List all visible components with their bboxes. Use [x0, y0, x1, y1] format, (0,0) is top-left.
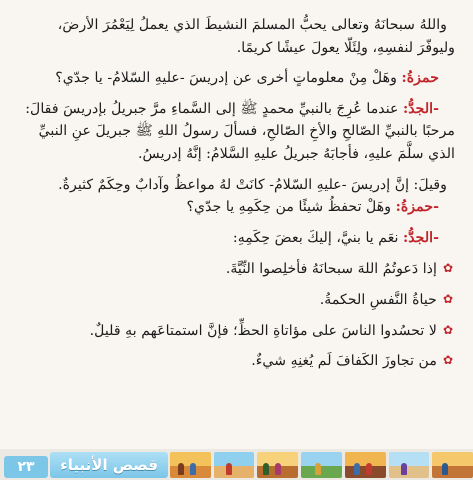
paragraph-line: الذي سلَّمَ عليهِ، فأجابَهُ جبريلُ عليهِ السَّلامُ: إنَّهُ إدريسُ. [137, 145, 455, 162]
illustration-tile [389, 452, 430, 478]
dialogue-question-1 [14, 67, 455, 90]
answer-text: نعَم يا بنيَّ، إليكَ بعضَ حِكَمِهِ: [232, 229, 399, 246]
dialogue-answer-1 [14, 98, 455, 121]
illustration-tile [301, 452, 342, 478]
book-title: قصص الأنبياء [50, 452, 168, 478]
illustration-tile [432, 452, 473, 478]
answer-text: عندما عُرِجَ بالنبيِّ محمدٍ ﷺ إلى السَّماءِ مرَّ جبريلُ بإدريسَ فقالَ: [25, 100, 399, 117]
wisdom-item [14, 319, 455, 343]
wisdom-item [14, 349, 455, 373]
question-text: وهَلْ مِنْ معلوماتٍ أخرى عن إدريسَ -عليهِ السّلامُ- يا جدّي؟ [55, 70, 397, 87]
page-number: ٢٣ [4, 456, 48, 478]
flower-bullet-icon: ✿ [442, 291, 453, 306]
wisdom-text: لا تحسُدوا الناسَ على مؤاتاةِ الحظِّ؛ فإنَّ استمتاعَهم بهِ قليلٌ. [89, 322, 437, 339]
wisdom-text: حياةُ النَّفسِ الحكمةُ. [319, 291, 437, 308]
speaker-grandfather: -الجدُّ: [403, 100, 439, 117]
wisdom-item [14, 288, 455, 312]
flower-bullet-icon: ✿ [442, 322, 453, 337]
wisdom-item [14, 257, 455, 281]
illustration-tile [257, 452, 298, 478]
speaker-grandfather: -الجدُّ: [403, 229, 439, 246]
flower-bullet-icon: ✿ [442, 353, 453, 368]
dialogue-answer-2 [14, 227, 455, 250]
wisdom-text: من تجاوزَ الكَفافَ لَم يُغنِهِ شيءٌ. [251, 353, 437, 370]
speaker-hamza: حمزةُ: [401, 70, 439, 87]
illustration-strip [170, 452, 473, 478]
paragraph-line: وليوفّرَ لنفسِهِ، ولِئَلّا يعولَ عيشًا كريمًا. [236, 39, 455, 56]
paragraph-line: مرحبًا بالنبيِّ الصّالحِ والأخِ الصّالحِ، فسألَ رسولُ اللهِ ﷺ جبريلَ عنِ النبيِّ [38, 123, 455, 140]
wisdom-text: إذا دَعوتُمُ اللهَ سبحانَهُ فأخلِصوا النِّيَّةَ. [225, 261, 437, 278]
illustration-tile [214, 452, 255, 478]
illustration-tile [345, 452, 386, 478]
illustration-tile [170, 452, 211, 478]
flower-bullet-icon: ✿ [442, 261, 453, 276]
page-text [14, 14, 455, 380]
dialogue-question-2 [14, 196, 455, 219]
question-text: وهَلْ تحفظُ شيئًا من حِكَمِهِ يا جدّي؟ [186, 199, 392, 216]
speaker-hamza: -حمزةُ: [395, 199, 439, 216]
paragraph-line: وقيلَ: إنَّ إدريسَ -عليهِ السّلامُ- كانَتْ لهُ مواعظُ وآدابٌ وحِكَمٌ كثيرةٌ. [58, 176, 447, 193]
paragraph-line: واللهُ سبحانَهُ وتعالى يحبُّ المسلمَ النشيطَ الذي يعملُ لِيَعْمُرَ الأرضَ، [57, 17, 447, 33]
